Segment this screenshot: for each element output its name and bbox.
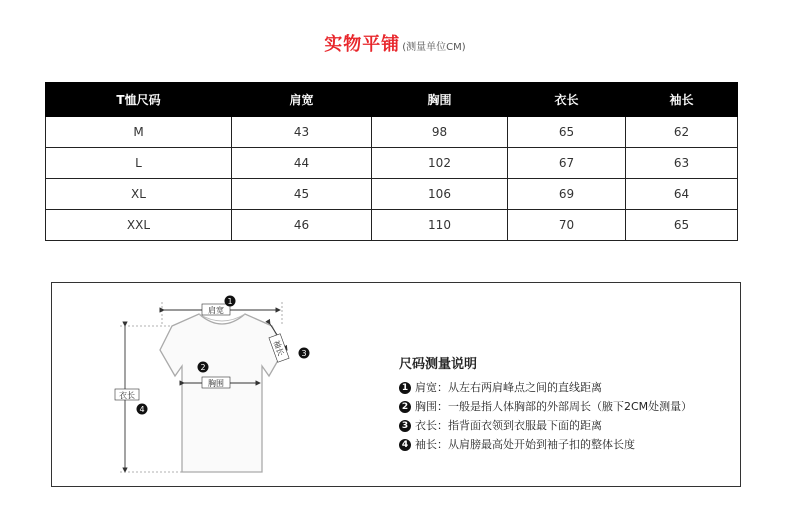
guide-text: 衣长：指背面衣领到衣服最下面的距离	[415, 419, 602, 432]
cell-chest: 98	[372, 117, 508, 148]
cell-shoulder: 46	[232, 210, 372, 241]
cell-length: 70	[508, 210, 626, 241]
guide-text: 胸围：一般是指人体胸部的外部周长（腋下2CM处测量）	[415, 400, 693, 413]
marker-4: 4	[139, 405, 145, 414]
header-shoulder: 肩宽	[232, 83, 372, 117]
number-badge-icon: 4	[399, 439, 411, 451]
header-length: 衣长	[508, 83, 626, 117]
guide-text: 肩宽：从左右两肩峰点之间的直线距离	[415, 381, 602, 394]
cell-size: XXL	[46, 210, 232, 241]
cell-shoulder: 45	[232, 179, 372, 210]
cell-sleeve: 63	[626, 148, 738, 179]
header-chest: 胸围	[372, 83, 508, 117]
measurement-panel	[51, 282, 741, 487]
marker-3: 3	[301, 349, 307, 358]
cell-sleeve: 65	[626, 210, 738, 241]
sleeve-label: 袖长	[271, 339, 286, 358]
tshirt-icon	[160, 314, 284, 472]
header-size: T恤尺码	[46, 83, 232, 117]
shoulder-label: 肩宽	[208, 306, 224, 315]
guide-item	[399, 397, 729, 416]
table-row	[46, 179, 738, 210]
table-row	[46, 148, 738, 179]
marker-2: 2	[200, 363, 206, 372]
cell-length: 69	[508, 179, 626, 210]
measurement-guide	[399, 353, 729, 454]
marker-1: 1	[227, 297, 233, 306]
title-sub: (测量单位CM)	[402, 42, 466, 53]
cell-length: 65	[508, 117, 626, 148]
guide-text: 袖长：从肩膀最高处开始到袖子扣的整体长度	[415, 438, 635, 451]
number-badge-icon: 2	[399, 401, 411, 413]
length-label: 衣长	[119, 391, 135, 400]
cell-length: 67	[508, 148, 626, 179]
cell-sleeve: 62	[626, 117, 738, 148]
cell-shoulder: 44	[232, 148, 372, 179]
size-table	[45, 82, 738, 241]
table-row	[46, 117, 738, 148]
table-header-row	[46, 83, 738, 117]
cell-chest: 102	[372, 148, 508, 179]
cell-size: L	[46, 148, 232, 179]
header-sleeve: 袖长	[626, 83, 738, 117]
number-badge-icon: 3	[399, 420, 411, 432]
guide-item	[399, 435, 729, 454]
cell-chest: 106	[372, 179, 508, 210]
title-main: 实物平铺	[324, 34, 401, 55]
cell-size: M	[46, 117, 232, 148]
cell-sleeve: 64	[626, 179, 738, 210]
cell-chest: 110	[372, 210, 508, 241]
guide-item	[399, 416, 729, 435]
chest-label: 胸围	[208, 379, 224, 388]
tshirt-diagram	[112, 288, 382, 480]
table-row	[46, 210, 738, 241]
cell-shoulder: 43	[232, 117, 372, 148]
guide-title: 尺码测量说明	[399, 357, 478, 372]
cell-size: XL	[46, 179, 232, 210]
guide-item	[399, 378, 729, 397]
page-title	[0, 30, 790, 56]
number-badge-icon: 1	[399, 382, 411, 394]
